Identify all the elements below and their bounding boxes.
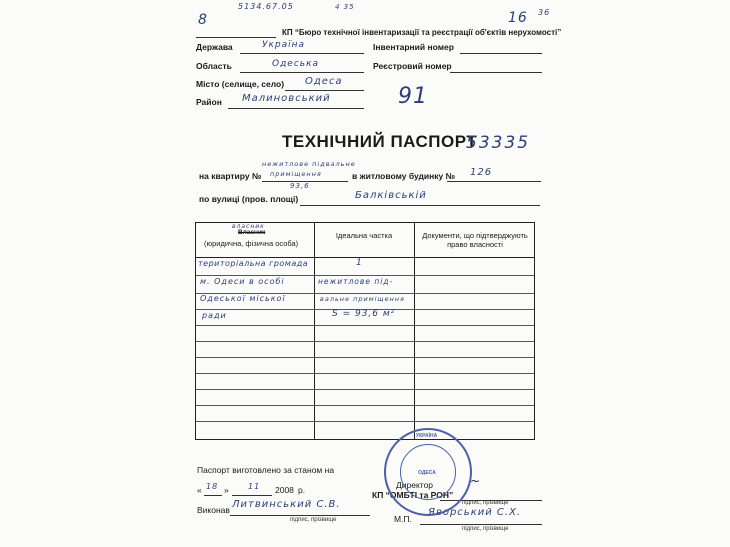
document-page: 5134.67.05 4 35 8 16 36 КП “Бюро технічної інвентаризації та реєстрації об'єктів нерухомості” Держава Україна Інвентарний номер Область Одеська Реєстровий номер Місто (селище, село) Одеса Район Малиновський 91 ТЕХНІЧНИЙ ПАСПОРТ 53335 нежитлове підвальне на квартиру № приміщення 93,6 в житловому будинку № 126 по вулиці (пров. площі) Балківській власник Власник (юридична, фізична особа) Ідеальна частка Документи, що підтверджують право власності територіальна громада м. Одеси в особі Одеської міської ради 1 нежитлове під- вальне приміщення S = 93,6 м² Паспорт виготовлено за станом на « 18 » 11 2008 р. Виконав Литвинський С.В. підпис, прізвище Директор КП “ОМБТІ та РОН” підпис, прізвище ~ М.П. Яворський С.Х. підпис, прізвище УКРАЇНА ОДЕСА bbox=[0, 0, 730, 547]
documents-header: Документи, що підтверджують право власності bbox=[422, 231, 528, 249]
city-label: Місто (селище, село) bbox=[196, 79, 285, 89]
document-title: ТЕХНІЧНИЙ ПАСПОРТ bbox=[282, 132, 478, 151]
owner-header-struck: Власник bbox=[238, 229, 266, 236]
owner-header-sub: (юридична, фізична особа) bbox=[204, 239, 299, 248]
city-value: Одеса bbox=[305, 76, 343, 87]
house-underline bbox=[447, 181, 541, 182]
date-suffix: р. bbox=[298, 485, 306, 495]
region-label: Область bbox=[196, 61, 232, 71]
region-value: Одеська bbox=[272, 59, 320, 69]
share-line-1: 1 bbox=[356, 258, 363, 268]
handwritten-8: 8 bbox=[198, 12, 208, 28]
street-underline bbox=[300, 205, 540, 206]
org-underline bbox=[196, 37, 276, 38]
date-day: 18 bbox=[206, 482, 219, 491]
org-name: КП “Бюро технічної інвентаризації та реєстрації об'єктів нерухомості” bbox=[282, 28, 562, 37]
director-org: КП “ОМБТІ та РОН” bbox=[372, 490, 454, 500]
mp-underline bbox=[420, 524, 542, 525]
owners-table bbox=[195, 222, 535, 440]
side-number: 91 bbox=[398, 84, 428, 109]
executor-underline bbox=[230, 515, 370, 516]
registry-label: Реєстровий номер bbox=[373, 61, 452, 71]
registry-underline bbox=[450, 72, 542, 73]
apartment-value-line2: приміщення bbox=[270, 170, 322, 178]
apartment-value-line1: нежитлове підвальне bbox=[262, 160, 356, 168]
state-value: Україна bbox=[262, 40, 306, 50]
apartment-prefix: на квартиру № bbox=[199, 171, 262, 181]
share-line-2: нежитлове під- bbox=[318, 277, 394, 286]
top-mid-code: 4 35 bbox=[335, 3, 355, 11]
house-value: 126 bbox=[470, 167, 493, 178]
sig-caption-right2: підпис, прізвище bbox=[462, 526, 509, 532]
director-signature: Яворський С.Х. bbox=[428, 507, 522, 518]
owner-header-handwritten: власник bbox=[232, 223, 265, 230]
sig-caption-left: підпис, прізвище bbox=[290, 517, 337, 523]
executor-label: Виконав bbox=[197, 505, 230, 515]
mp-label: М.П. bbox=[394, 514, 412, 524]
date-year: 2008 bbox=[275, 485, 294, 495]
passport-number: 53335 bbox=[466, 133, 531, 153]
owner-line-4: ради bbox=[202, 311, 227, 320]
handwritten-36: 36 bbox=[538, 8, 551, 17]
state-underline bbox=[240, 53, 364, 54]
share-header: Ідеальна частка bbox=[335, 231, 393, 240]
owner-line-1: територіальна громада bbox=[198, 259, 309, 268]
inventory-label: Інвентарний номер bbox=[373, 42, 454, 52]
owner-line-2: м. Одеси в особі bbox=[200, 277, 285, 286]
director-scribble: ~ bbox=[470, 474, 482, 488]
stamp-center-text: ОДЕСА bbox=[418, 470, 436, 476]
date-month: 11 bbox=[248, 482, 261, 491]
district-underline bbox=[228, 108, 364, 109]
district-value: Малиновський bbox=[242, 93, 331, 104]
owner-line-3: Одеської міської bbox=[200, 294, 286, 303]
top-left-code: 5134.67.05 bbox=[238, 2, 294, 11]
handwritten-16: 16 bbox=[508, 10, 528, 26]
region-underline bbox=[240, 72, 364, 73]
director-label: Директор bbox=[396, 480, 434, 490]
share-line-3: вальне приміщення bbox=[320, 295, 405, 303]
street-label: по вулиці (пров. площі) bbox=[199, 194, 299, 204]
city-underline bbox=[285, 90, 364, 91]
stamp-ring-text: УКРАЇНА bbox=[416, 433, 438, 439]
street-value: Балківській bbox=[355, 190, 427, 201]
house-label: в житловому будинку № bbox=[352, 171, 456, 181]
executor-signature: Литвинський С.В. bbox=[232, 499, 341, 510]
share-line-4: S = 93,6 м² bbox=[332, 309, 396, 319]
apartment-area: 93,6 bbox=[290, 182, 310, 190]
inventory-underline bbox=[460, 53, 542, 54]
state-label: Держава bbox=[196, 42, 233, 52]
official-stamp bbox=[384, 428, 472, 516]
district-label: Район bbox=[196, 97, 222, 107]
made-label: Паспорт виготовлено за станом на bbox=[197, 465, 335, 475]
sig-caption-right: підпис, прізвище bbox=[462, 500, 509, 506]
